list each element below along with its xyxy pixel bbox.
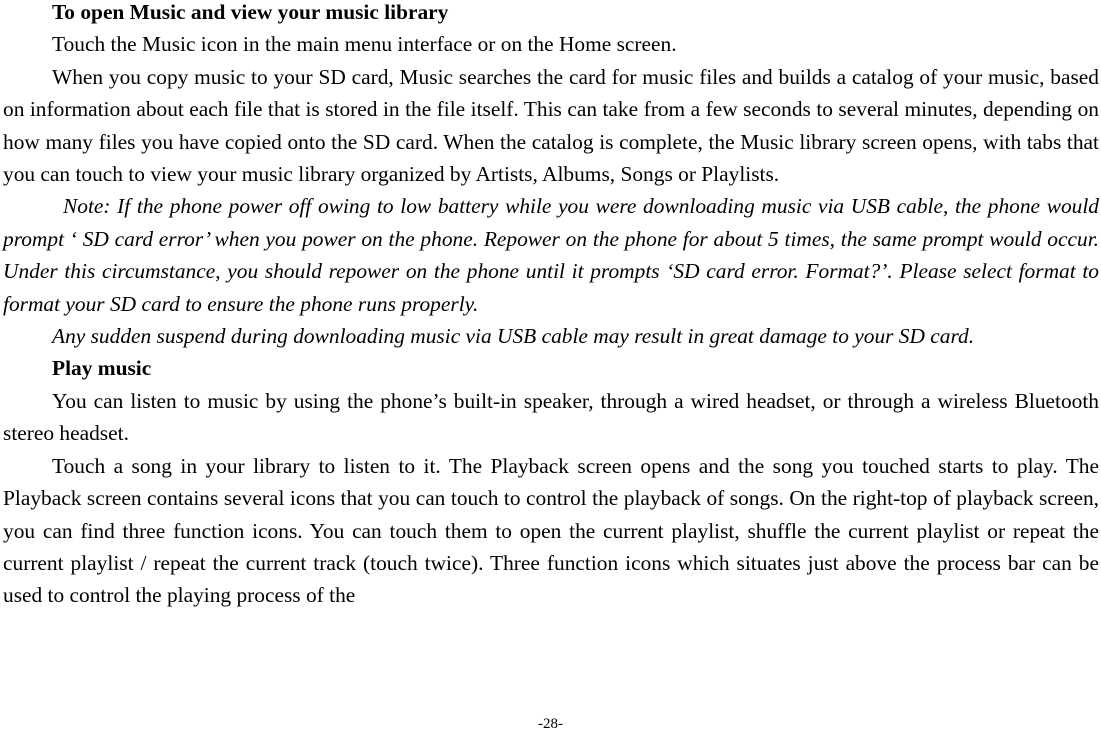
document-page xyxy=(3,0,1099,612)
note-sd-card-error: Note: If the phone power off owing to low battery while you were downloading music via USB cable, the phone would prompt ‘ SD card error’ when you power on the phone. Repower on the phone for about 5 times, the same prompt would occur. Under this circumstance, you should repower on the phone until it prompts ‘SD card error. Format?’. Please select format to format your SD card to ensure the phone runs properly. xyxy=(3,194,1099,316)
paragraph-listen-options: You can listen to music by using the phone’s built-in speaker, through a wired headset, or through a wireless Bluetooth stereo headset. xyxy=(3,388,1099,446)
heading-open-music: To open Music and view your music library xyxy=(52,0,449,24)
heading-play-music: Play music xyxy=(52,356,152,381)
paragraph-playback-screen: Touch a song in your library to listen to it. The Playback screen opens and the song you touched starts to play. The Playback screen contains several icons that you can touch to control the playback of songs. On the right-top of playback screen, you can find three function icons. You can touch them to open the current playlist, shuffle the current playlist or repeat the current playlist / repeat the current track (touch twice). Three function icons which situates just above the process bar can be used to control the playing process of the xyxy=(3,453,1099,608)
page-number: -28- xyxy=(538,716,563,732)
paragraph-catalog-build: When you copy music to your SD card, Music searches the card for music files and builds a catalog of your music, based on information about each file that is stored in the file itself. This can take from a few seconds to several minutes, depending on how many files you have copied onto the SD card. When the catalog is complete, the Music library screen opens, with tabs that you can touch to view your music library organized by Artists, Albums, Songs or Playlists. xyxy=(3,64,1099,187)
note-sudden-suspend: Any sudden suspend during downloading music via USB cable may result in great damage to your SD card. xyxy=(52,324,975,349)
paragraph-touch-music-icon: Touch the Music icon in the main menu interface or on the Home screen. xyxy=(52,32,677,57)
